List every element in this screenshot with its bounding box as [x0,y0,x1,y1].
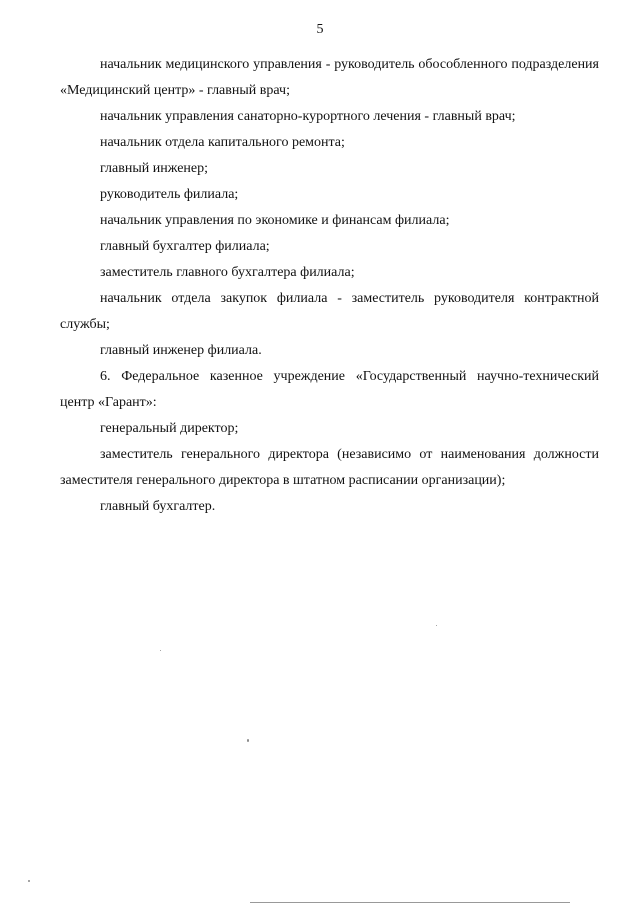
paragraph: генеральный директор; [100,421,239,436]
scan-speck [28,880,30,882]
paragraph: главный бухгалтер филиала; [100,239,270,254]
paragraph: начальник управления по экономике и финансам филиала; [100,213,450,228]
paragraph: заместитель главного бухгалтера филиала; [100,265,355,280]
paragraph: начальник отдела закупок филиала - заместитель руководителя контрактной службы; [60,291,599,332]
paragraph: начальник отдела капитального ремонта; [100,135,345,150]
paragraph: главный бухгалтер. [100,499,216,514]
paragraph: начальник медицинского управления - руководитель обособленного подразделения «Медицинский центр» - главный врач; [60,57,599,98]
paragraph: 6. Федеральное казенное учреждение «Государственный научно-технический центр «Гарант»: [60,369,599,410]
scan-speck [247,739,249,742]
paragraph: главный инженер филиала. [100,343,262,358]
document-body [60,52,599,520]
page-number: 5 [316,22,324,37]
paragraph: заместитель генерального директора (независимо от наименования должности заместителя генерального директора в штатном расписании организации); [60,447,599,488]
scan-speck [436,625,437,626]
scan-edge-line [250,902,570,903]
paragraph: начальник управления санаторно-курортного лечения - главный врач; [100,109,516,124]
paragraph: главный инженер; [100,161,209,176]
paragraph: руководитель филиала; [100,187,239,202]
scan-speck [160,650,161,651]
